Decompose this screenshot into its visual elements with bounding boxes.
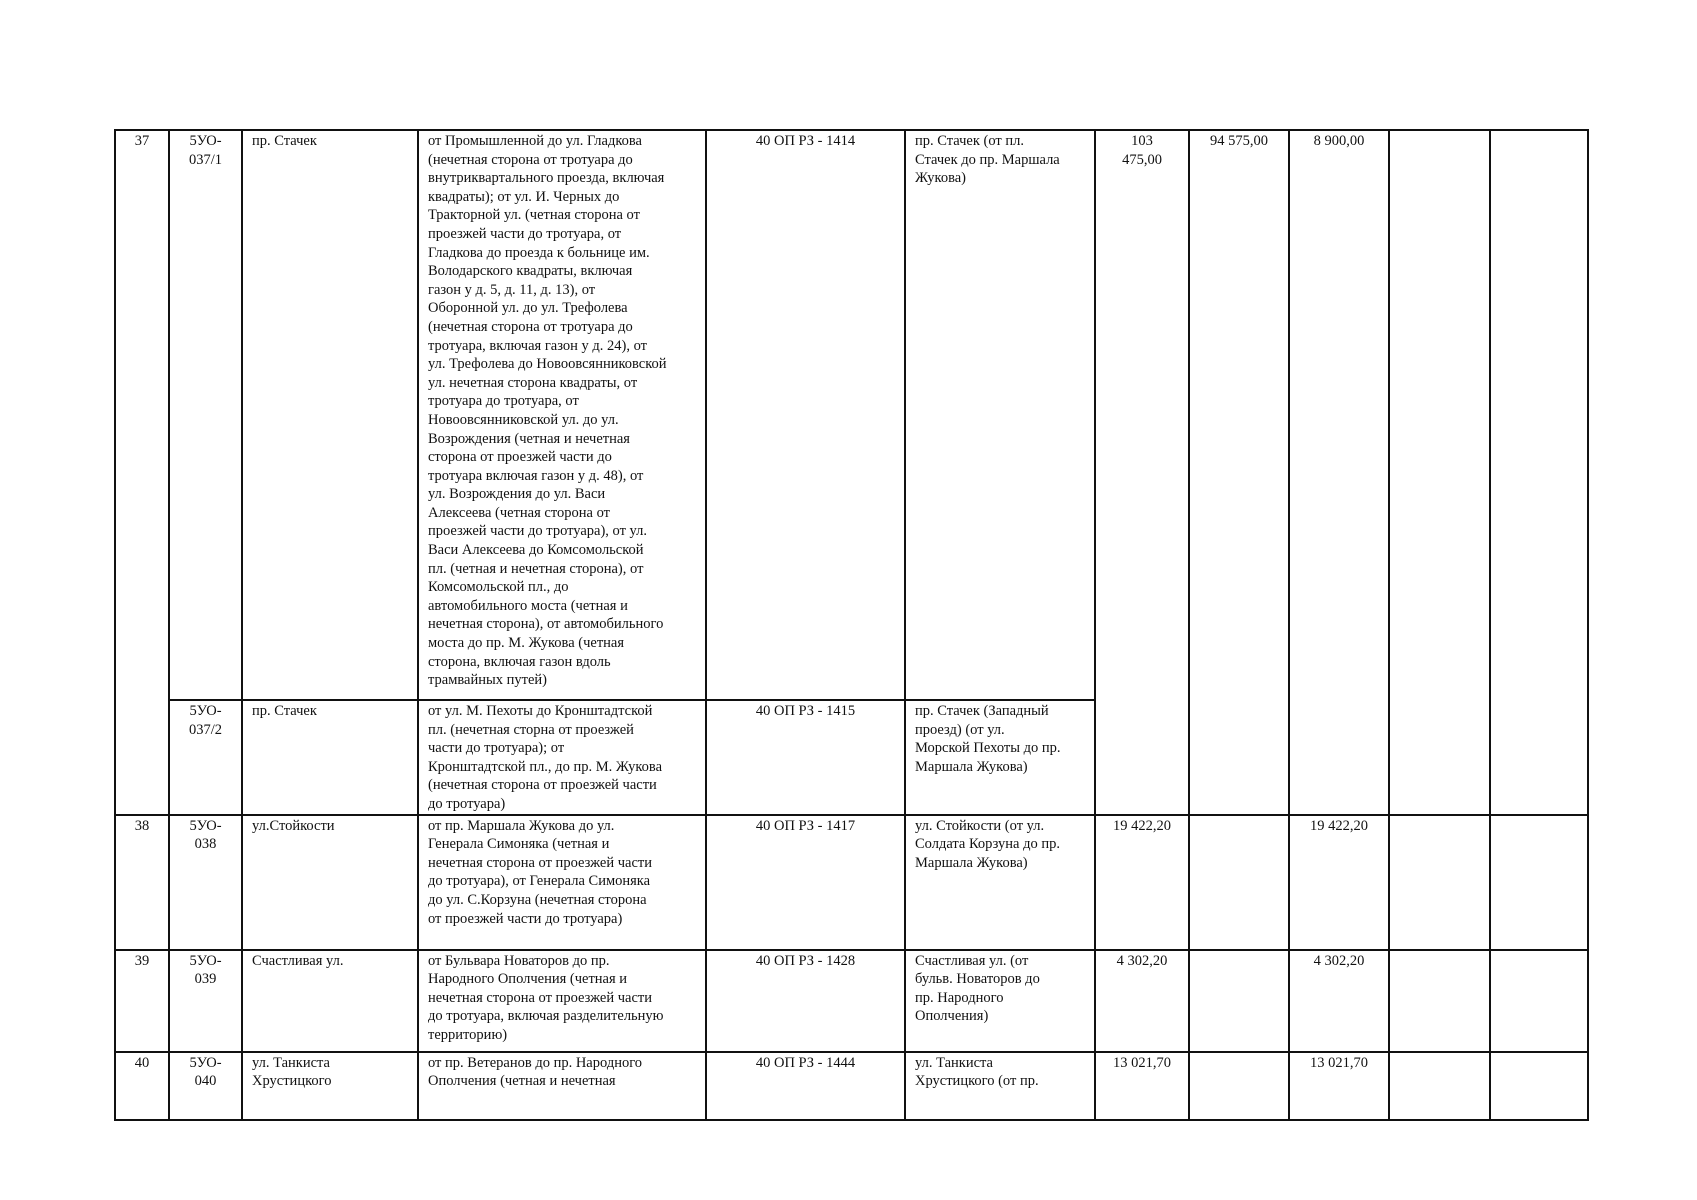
street-name: Счастливая ул. <box>242 950 418 1052</box>
row-number: 38 <box>115 815 169 950</box>
object-code: 5УО- 039 <box>169 950 242 1052</box>
section-description: от Промышленной до ул. Гладкова (нечетная сторона от тротуара до внутриквартального проезда, включая квадраты); от ул. И. Черных до Тракторной ул. (четная сторона от проезжей части до тротуара, от Гладкова до проезда к больнице им. Володарского квадраты, включая газон у д. 5, д. 11, д. 13), от Оборонной ул. до ул. Трефолева (нечетная сторона от тротуара до тротуара, включая газон у д. 24), от ул. Трефолева до Новоовсянниковской ул. нечетная сторона квадраты, от тротуара до тротуара, от Новоовсянниковской ул. до ул. Возрождения (четная и нечетная сторона от проезжей части до тротуара включая газон у д. 48), от ул. Возрождения до ул. Васи Алексеева (четная сторона от проезжей части до тротуара), от ул. Васи Алексеева до Комсомольской пл. (четная и нечетная сторона), от Комсомольской пл., до автомобильного моста (четная и нечетная сторона), от автомобильного моста до пр. М. Жукова (четная сторона, включая газон вдоль трамвайных путей) <box>418 130 706 700</box>
section-description: от ул. М. Пехоты до Кронштадтской пл. (нечетная сторна от проезжей части до тротуара); от Кронштадтской пл., до пр. М. Жукова (нечетная сторона от проезжей части до тротуара) <box>418 700 706 815</box>
area-value-4 <box>1389 130 1490 815</box>
area-value-2 <box>1189 1052 1289 1120</box>
object-code: 5УО- 038 <box>169 815 242 950</box>
area-total: 103 475,00 <box>1095 130 1189 815</box>
area-value-4 <box>1389 950 1490 1052</box>
road-name: Счастливая ул. (от бульв. Новаторов до пр. Народного Ополчения) <box>905 950 1095 1052</box>
area-value-3: 19 422,20 <box>1289 815 1389 950</box>
area-total: 13 021,70 <box>1095 1052 1189 1120</box>
area-value-2: 94 575,00 <box>1189 130 1289 815</box>
object-code: 5УО- 040 <box>169 1052 242 1120</box>
registry-number: 40 ОП РЗ - 1417 <box>706 815 905 950</box>
area-value-3: 8 900,00 <box>1289 130 1389 815</box>
section-description: от пр. Ветеранов до пр. Народного Ополчения (четная и нечетная <box>418 1052 706 1120</box>
table-row <box>115 950 1588 1052</box>
street-name: пр. Стачек <box>242 130 418 700</box>
registry-number: 40 ОП РЗ - 1444 <box>706 1052 905 1120</box>
registry-number: 40 ОП РЗ - 1414 <box>706 130 905 700</box>
road-name: ул. Стойкости (от ул. Солдата Корзуна до пр. Маршала Жукова) <box>905 815 1095 950</box>
row-number: 37 <box>115 130 169 815</box>
area-total: 4 302,20 <box>1095 950 1189 1052</box>
table-row <box>115 130 1588 700</box>
roads-table <box>114 129 1589 1121</box>
area-value-5 <box>1490 815 1588 950</box>
area-value-3: 4 302,20 <box>1289 950 1389 1052</box>
object-code: 5УО- 037/2 <box>169 700 242 815</box>
row-number: 39 <box>115 950 169 1052</box>
table-row <box>115 815 1588 950</box>
road-name: пр. Стачек (Западный проезд) (от ул. Морской Пехоты до пр. Маршала Жукова) <box>905 700 1095 815</box>
registry-number: 40 ОП РЗ - 1428 <box>706 950 905 1052</box>
registry-number: 40 ОП РЗ - 1415 <box>706 700 905 815</box>
table-row <box>115 1052 1588 1120</box>
road-name: пр. Стачек (от пл. Стачек до пр. Маршала Жукова) <box>905 130 1095 700</box>
section-description: от пр. Маршала Жукова до ул. Генерала Симоняка (четная и нечетная сторона от проезжей части до тротуара), от Генерала Симоняка до ул. С.Корзуна (нечетная сторона от проезжей части до тротуара) <box>418 815 706 950</box>
area-value-4 <box>1389 1052 1490 1120</box>
area-value-2 <box>1189 950 1289 1052</box>
section-description: от Бульвара Новаторов до пр. Народного Ополчения (четная и нечетная сторона от проезжей части до тротуара, включая разделительную территорию) <box>418 950 706 1052</box>
area-value-5 <box>1490 1052 1588 1120</box>
object-code: 5УО- 037/1 <box>169 130 242 700</box>
area-value-4 <box>1389 815 1490 950</box>
street-name: пр. Стачек <box>242 700 418 815</box>
street-name: ул.Стойкости <box>242 815 418 950</box>
area-value-3: 13 021,70 <box>1289 1052 1389 1120</box>
area-value-5 <box>1490 130 1588 815</box>
area-total: 19 422,20 <box>1095 815 1189 950</box>
street-name: ул. Танкиста Хрустицкого <box>242 1052 418 1120</box>
road-name: ул. Танкиста Хрустицкого (от пр. <box>905 1052 1095 1120</box>
area-value-5 <box>1490 950 1588 1052</box>
area-value-2 <box>1189 815 1289 950</box>
row-number: 40 <box>115 1052 169 1120</box>
